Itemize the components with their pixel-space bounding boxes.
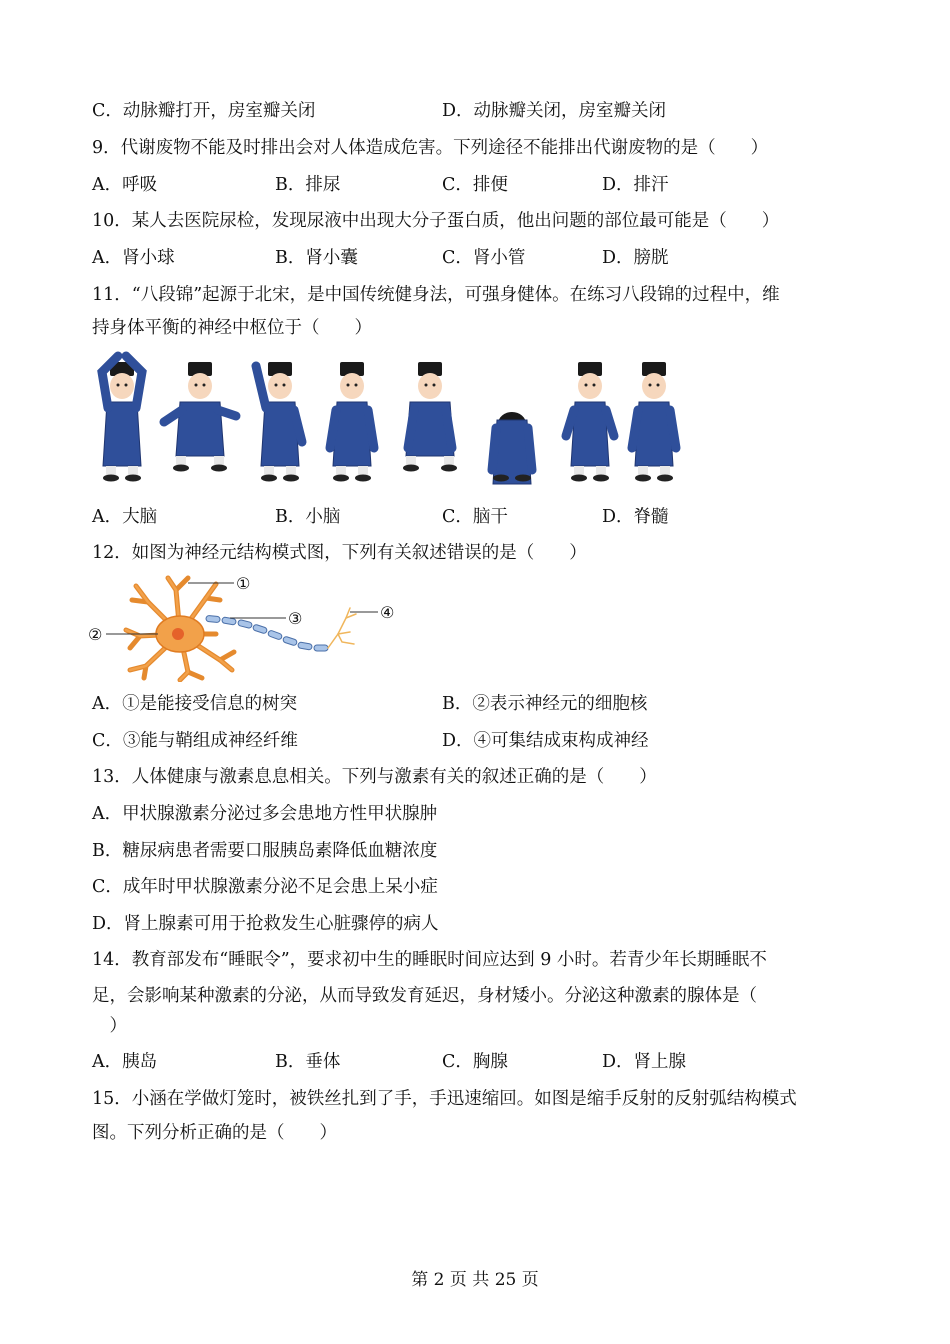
exercise-figure (403, 362, 457, 472)
q11-stem-line1: 11．“八段锦”起源于北宋，是中国传统健身法，可强身健体。在练习八段锦的过程中，维 (92, 285, 780, 305)
q8-option-d: D．动脉瓣关闭，房室瓣关闭 (442, 101, 667, 121)
q15-stem-line1: 15．小涵在学做灯笼时，被铁丝扎到了手，手迅速缩回。如图是缩手反射的反射弧结构模式 (92, 1089, 797, 1109)
q10-option-a: A．肾小球 (92, 248, 175, 268)
q9-option-c: C．排便 (442, 175, 508, 195)
q9-option-b: B．排尿 (275, 175, 341, 195)
q13-option-c: C．成年时甲状腺激素分泌不足会患上呆小症 (92, 877, 438, 897)
q10-stem: 10．某人去医院尿检，发现尿液中出现大分子蛋白质，他出问题的部位最可能是（ ） (92, 211, 780, 231)
q14-stem-line2: 足，会影响某种激素的分泌，从而导致发育延迟，身材矮小。分泌这种激素的腺体是（ (92, 986, 757, 1006)
exercise-figure (632, 362, 676, 482)
exercise-figure (102, 356, 142, 482)
neuron-axon-terminal (328, 608, 356, 648)
label-4: ④ (380, 603, 395, 622)
exercise-figure (164, 362, 236, 472)
q13-option-d: D．肾上腺素可用于抢救发生心脏骤停的病人 (92, 914, 439, 934)
q11-option-a: A．大脑 (92, 507, 158, 527)
q14-stem-line3: ） (92, 1016, 127, 1036)
q9-option-a: A．呼吸 (92, 175, 158, 195)
q11-option-d: D．脊髓 (602, 507, 669, 527)
neuron-nucleus (172, 628, 184, 640)
exercise-figure (566, 362, 614, 482)
q14-option-b: B．垂体 (275, 1052, 341, 1072)
q12-option-c: C．③能与鞘组成神经纤维 (92, 731, 298, 751)
q11-option-c: C．脑干 (442, 507, 508, 527)
q12-stem: 12．如图为神经元结构模式图，下列有关叙述错误的是（ ） (92, 543, 587, 563)
q10-option-b: B．肾小囊 (275, 248, 358, 268)
neuron-diagram (88, 572, 408, 682)
q13-option-a: A．甲状腺激素分泌过多会患地方性甲状腺肿 (92, 804, 438, 824)
q9-option-d: D．排汗 (602, 175, 669, 195)
baduanjin-figures (92, 350, 692, 486)
q13-stem: 13．人体健康与激素息息相关。下列与激素有关的叙述正确的是（ ） (92, 767, 657, 787)
q13-option-b: B．糖尿病患者需要口服胰岛素降低血糖浓度 (92, 841, 438, 861)
q11-stem-line2: 持身体平衡的神经中枢位于（ ） (92, 318, 372, 338)
page-footer: 第 2 页 共 25 页 (411, 1270, 539, 1290)
q14-option-d: D．肾上腺 (602, 1052, 687, 1072)
q10-option-c: C．肾小管 (442, 248, 526, 268)
q14-stem-line1: 14．教育部发布“睡眠令”，要求初中生的睡眠时间应达到 9 小时。若青少年长期睡眠不 (92, 950, 767, 970)
q11-option-b: B．小脑 (275, 507, 341, 527)
exercise-figure (492, 412, 532, 484)
q9-stem: 9．代谢废物不能及时排出会对人体造成危害。下列途径不能排出代谢废物的是（ ） (92, 138, 769, 158)
q8-option-c: C．动脉瓣打开，房室瓣关闭 (92, 101, 316, 121)
q14-option-a: A．胰岛 (92, 1052, 158, 1072)
q15-stem-line2: 图。下列分析正确的是（ ） (92, 1123, 337, 1143)
label-2: ② (88, 625, 103, 644)
q14-option-c: C．胸腺 (442, 1052, 508, 1072)
neuron-axon-myelin (206, 615, 328, 651)
q12-option-d: D．④可集结成束构成神经 (442, 731, 649, 751)
q12-option-b: B．②表示神经元的细胞核 (442, 694, 648, 714)
exercise-figure (256, 362, 302, 482)
exercise-figure (330, 362, 374, 482)
label-1: ① (236, 574, 251, 593)
label-3: ③ (288, 609, 303, 628)
q12-option-a: A．①是能接受信息的树突 (92, 694, 298, 714)
q10-option-d: D．膀胱 (602, 248, 669, 268)
